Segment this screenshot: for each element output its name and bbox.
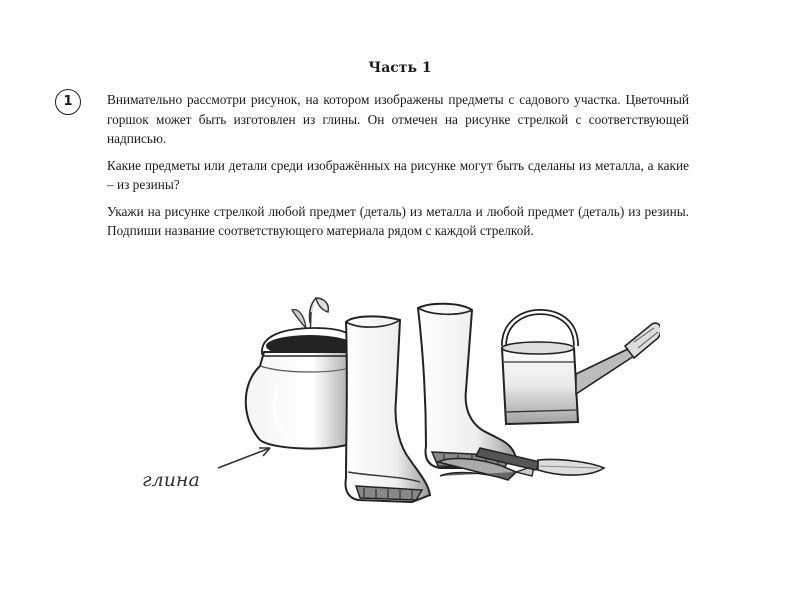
clay-label: глина [142, 469, 200, 491]
watering-can [502, 312, 660, 424]
illustration-svg [120, 290, 660, 515]
task-number: 1 [55, 89, 81, 115]
task-paragraph-2: Какие предметы или детали среди изображённых на рисунке могут быть сделаны из металла, а какие – из резины? [107, 157, 689, 192]
part-title: Часть 1 [368, 60, 432, 76]
task-text [107, 90, 689, 248]
task-paragraph-3: Укажи на рисунке стрелкой любой предмет (деталь) из металла и любой предмет (деталь) из резины. Подпиши название соответствующего материала рядом с каждой стрелкой. [107, 203, 689, 238]
garden-items-illustration [120, 290, 660, 515]
rubber-boot [418, 304, 516, 468]
rubber-boot [346, 316, 431, 502]
clay-arrow [218, 448, 270, 468]
task-paragraph-1: Внимательно рассмотри рисунок, на котором изображены предметы с садового участка. Цветочный горшок может быть изготовлен из глины. Он отмечен на рисунке стрелкой с соответствующей надписью. [107, 92, 689, 146]
